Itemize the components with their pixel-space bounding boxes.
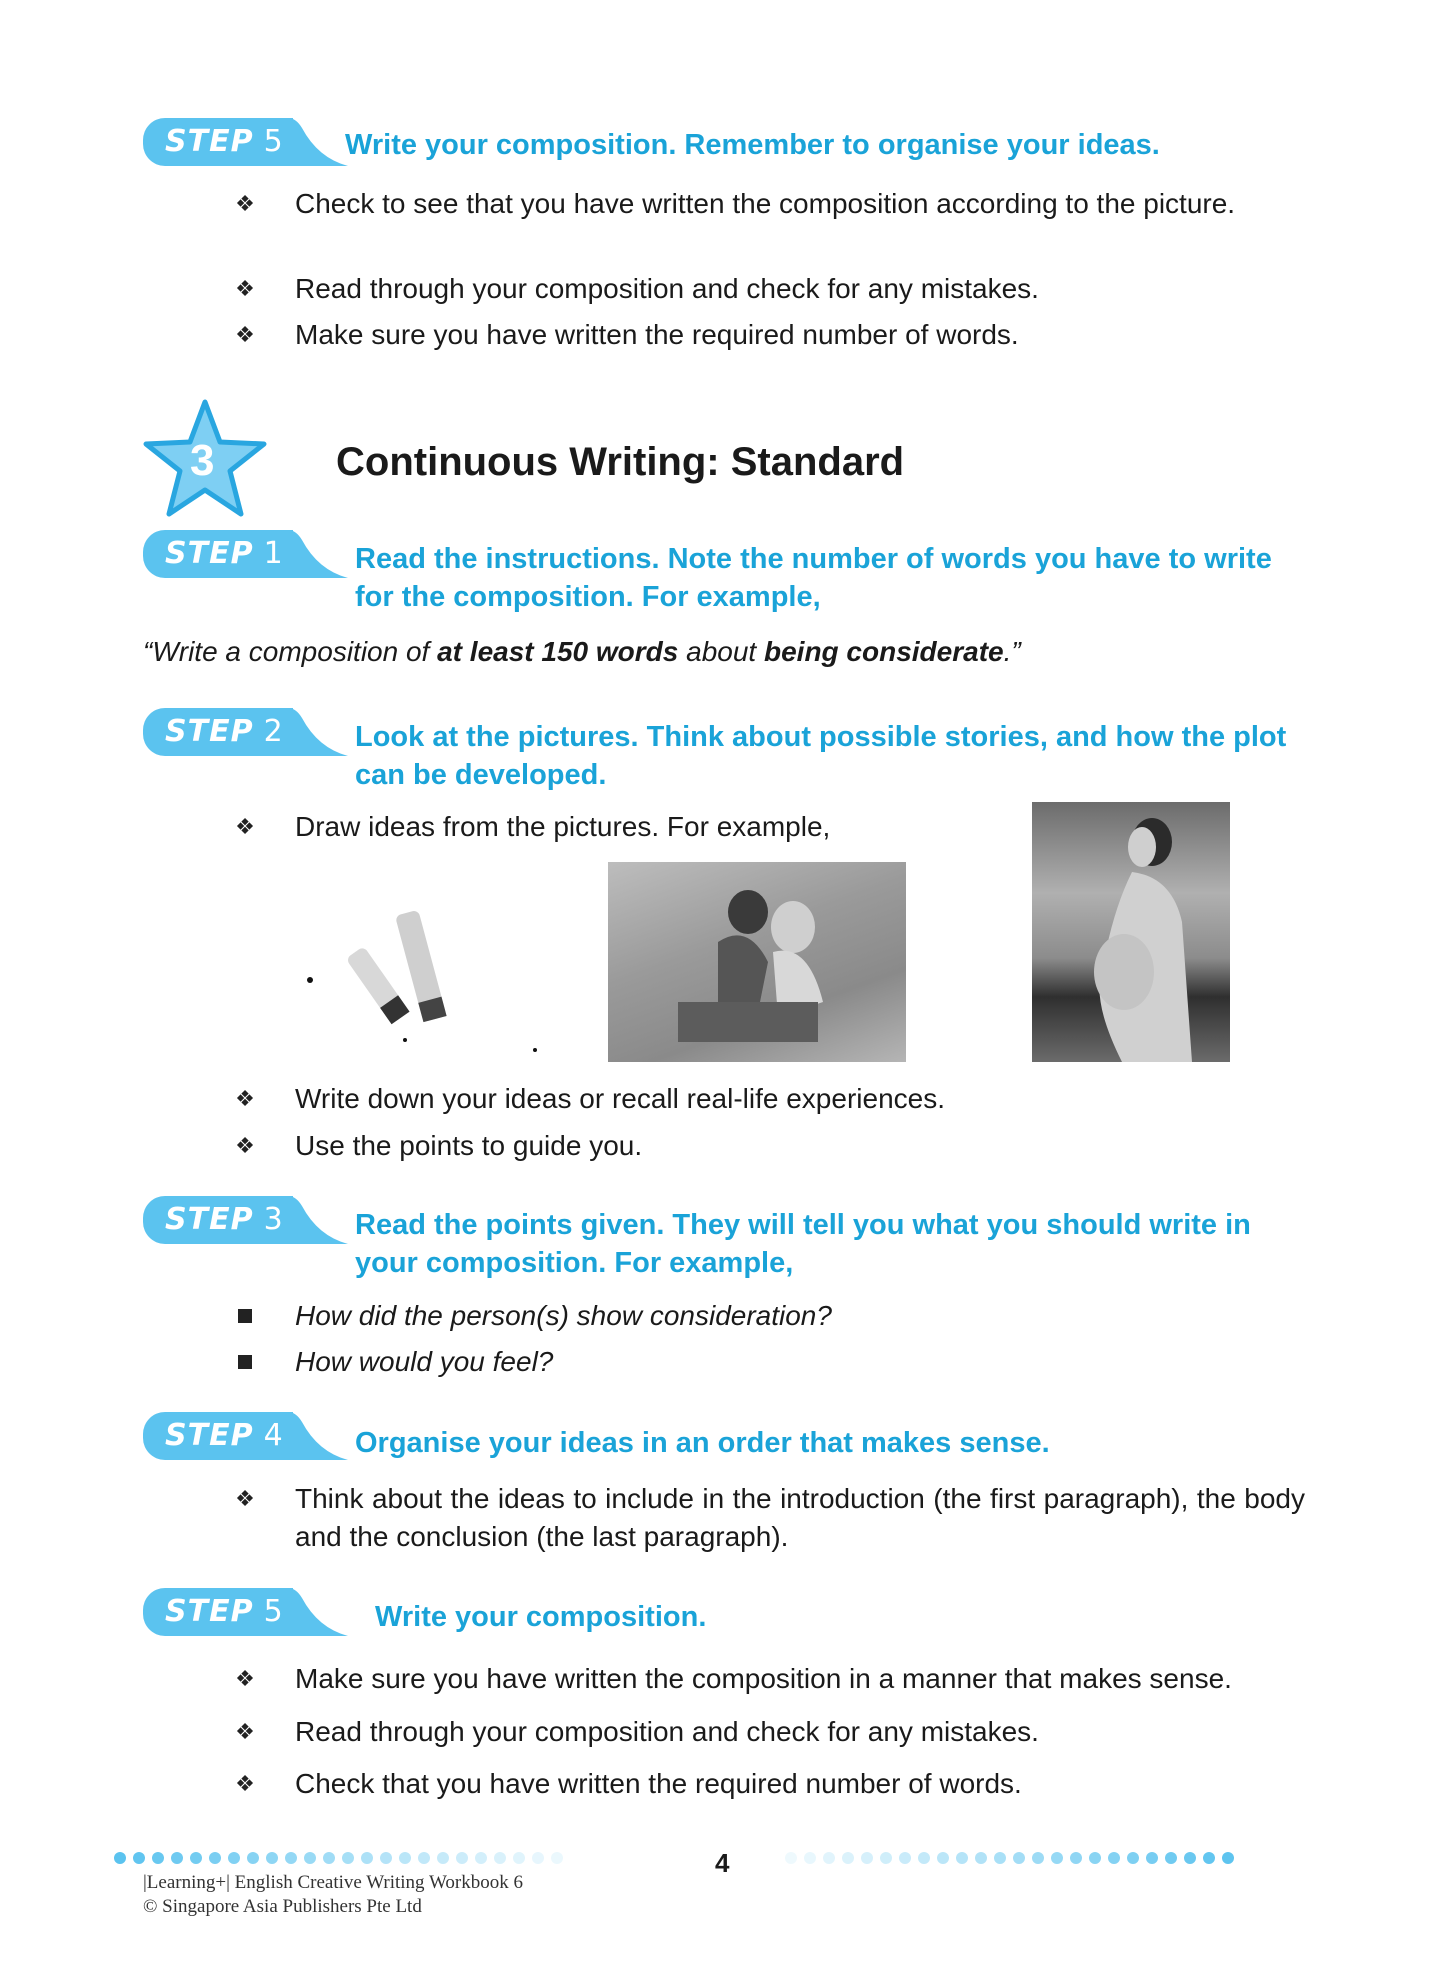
bullet-diamond-icon: ❖ [235,276,255,301]
bullet-diamond-icon: ❖ [235,191,255,216]
star-number-icon: 3 [140,398,270,520]
step5-heading: Write your composition. [375,1601,707,1633]
step4-heading: Organise your ideas in an order that makes sense. [355,1427,1050,1459]
step2-heading: Look at the pictures. Think about possible stories, and how the plot can be developed. [355,721,1287,791]
bullet-square-icon [238,1355,252,1369]
footer-dots-left [114,1852,563,1864]
children-sandcastle-photo [608,862,906,1062]
bullet-diamond-icon: ❖ [235,1486,255,1511]
bullet-diamond-icon: ❖ [235,1133,255,1158]
cigarette-butts-photo [295,890,545,1060]
section-title: Continuous Writing: Standard [336,440,905,484]
example-instruction-quote: “Write a composition of at least 150 words about being considerate.” [143,636,1021,667]
footer-dots-right [785,1852,1234,1864]
bullet-diamond-icon: ❖ [235,1666,255,1691]
footer-copyright: © Singapore Asia Publishers Pte Ltd [143,1896,422,1917]
step3-heading: Read the points given. They will tell you what you should write in your composition. For example, [355,1209,1251,1279]
footer-book-title: |Learning+| English Creative Writing Workbook 6 [143,1872,523,1893]
step1-heading: Read the instructions. Note the number of words you have to write for the composition. For example, [355,543,1272,613]
bullet-diamond-icon: ❖ [235,814,255,839]
bullet-square-icon [238,1309,252,1323]
bullet-diamond-icon: ❖ [235,1719,255,1744]
step5-heading-top: Write your composition. Remember to organise your ideas. [345,129,1160,161]
pregnant-woman-photo [1032,802,1230,1062]
page-number: 4 [715,1848,730,1878]
bullet-diamond-icon: ❖ [235,1086,255,1111]
bullet-diamond-icon: ❖ [235,1771,255,1796]
bullet-diamond-icon: ❖ [235,322,255,347]
